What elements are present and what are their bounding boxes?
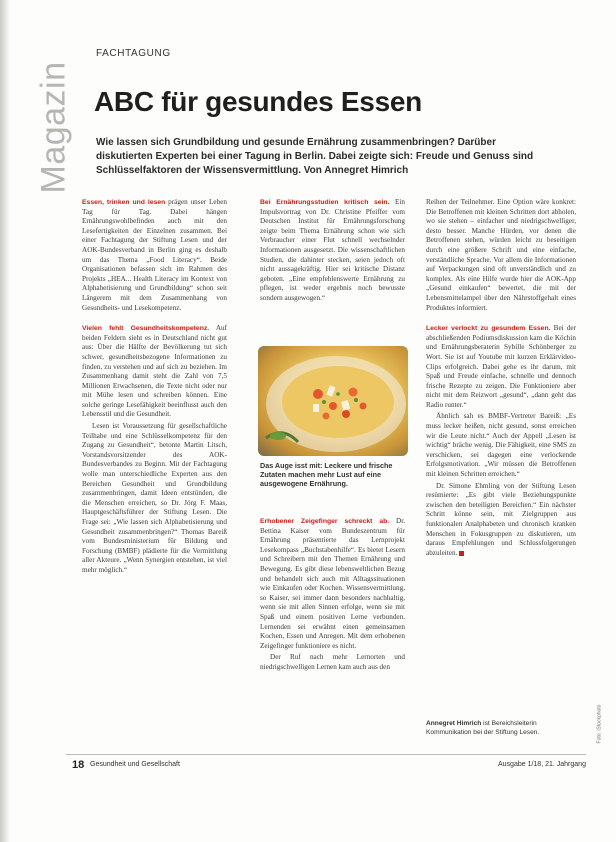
footer-section-name: Gesundheit und Gesellschaft <box>90 761 180 768</box>
footer-issue: Ausgabe 1/18, 21. Jahrgang <box>498 761 586 768</box>
soup-photo <box>258 346 408 456</box>
paragraph: Ähnlich sah es BMBF-Vertreter Bareiß: „Es muss lecker heißen, nicht gesund, sonst erreichen wir die Leute nicht.“ Auch der Appell „Lesen ist wichtig“ bräche wenig. Die Fähigkeit, eine SMS zu verschicken, sei dagegen eine verlockende Erfolgsmotivation. „Wir müssen die Betroffenen mit kleinen Schritten erreichen.“ <box>426 412 576 479</box>
paragraph <box>82 198 227 313</box>
article-column-1 <box>82 198 227 748</box>
kicker: FACHTAGUNG <box>96 48 171 59</box>
paragraph-text: Dr. Simone Ehmling von der Stiftung Lesen resümierte: „Es gibt viele Beziehungspunkte zwischen den beteiligten Bereichen.“ Ein nächster Schritt könne sein, mit Zielgruppen aus funktionalen Analphabeten und chronisch kranken Menschen in Fokusgruppen zu diskutieren, um daraus Empfehlungen und Schlussfolgerungen abzuleiten. <box>426 481 576 557</box>
page-title: ABC für gesundes Essen <box>94 86 422 117</box>
paragraph: Reihen der Teilnehmer. Eine Option wäre konkret: Die Betroffenen mit kleinen Schritten dort abholen, wo sie stehen – einfacher und niedrigschwelliger, desto besser. Manche Hürden, vor denen die Betroffenen stehen, würden leicht zu beseitigen durch eine größere Schrift und eine einfache, verständliche Sprache. Vor allem die Informationen auf Verpackungen sind oft unverständlich und zu komplex. Als eine Hilfe wurde hier die AOK-App „Gesund einkaufen“ bewertet, die mit der Lebensmittelampel über den Nährstoffgehalt eines Produktes informiert. <box>426 198 576 312</box>
paragraph-text: Dr. Bettina Kaiser vom Bundeszentrum für Ernährung präsentierte das Lernprojekt Lesekompass „Buchstabenhilfe“. Es bietet Lesern und Schreibern mit den Themen Ernährung und Bewegung. Es gibt diese lebensweltlichen Bezug und behandelt sich auch mit Alltagssituationen wie Einkaufen oder Kochen. Wissensvermittlung, so Kaiser, sei immer dann besonders nachhaltig, wenn sie mit allen Sinnen erfolge, wenn sie mit Spaß und einem positiven Lerne verbunden. Lernenden sei erwähnt einen gemeinsamen Kochen, Essen und Anregen. Mit dem erhobenen Zeigefinger funktioniere es nicht. <box>260 517 406 650</box>
magazin-side-label <box>34 52 74 202</box>
paragraph <box>426 482 576 559</box>
article-column-3 <box>426 198 576 560</box>
photo-credit <box>592 700 606 748</box>
author-role: ist Bereichsleiterin Kommunikation bei der Stiftung Lesen. <box>426 720 540 736</box>
subheading: Vielen fehlt Gesundheitskompetenz. <box>82 325 210 333</box>
subheading: Erhobener Zeigefinger schreckt ab. <box>260 518 390 525</box>
paragraph-text: Ein Impulsvortrag von Dr. Christine Pfeiffer vom Deutschen Institut für Ernährungsforschung zeigte beim Thema Ernährung schon wie sich Verbraucher einer Flut schnell wechselnder Informationen ausgesetzt. Die wissenschaftlichen Studien, die dahinter stecken, seien jedoch oft nicht aussagekräftig. Hier sei kritische Distanz geboten. „Eine empfehlenswerte Ernährung zu pflegen, ist weder ergebnis noch bewusste sondern ausgewogen.“ <box>260 198 405 302</box>
article-column-2-bottom <box>260 517 405 675</box>
paragraph <box>82 324 227 420</box>
footer-divider <box>66 754 586 755</box>
photo-credit-text: Foto: iStockphoto <box>596 704 603 744</box>
paragraph <box>260 198 405 304</box>
article-column-2-top <box>260 198 405 306</box>
subheading: Bei Ernährungsstudien kritisch sein. <box>260 199 390 206</box>
subheading: Essen, trinken und lesen <box>82 199 166 206</box>
paragraph: Der Ruf nach mehr Lernorten und niedrigschwelligen Lernen kam auch aus den <box>260 653 405 671</box>
author-bio <box>426 719 576 737</box>
end-mark-icon <box>459 551 464 556</box>
paragraph <box>426 324 576 410</box>
page-edge-shadow <box>0 0 10 842</box>
paragraph: Lesen ist Voraussetzung für gesellschaftliche Teilhabe und eine Schlüsselkompetenz für den Zugang zu Gesundheit“, betonte Martin Litsch, Vorstandsvorsitzender des AOK-Bundesverbandes zu Beginn. Mit der Fachtagung wolle man unterschiedliche Experten aus den Bereichen Gesundheit und Grundbildung zusammenbringen, damit Ideen entstünden, die die Menschen erreichen, so Dr. Jörg F. Maas, Hauptgeschäftsführer der Stiftung Lesen. Die Frage sei: „Wie lassen sich Alphabetisierung und Gesundheit zusammenbringen?“ Thomas Bareiß vom Bundesministerium für Bildung und Forschung (BMBF) plädierte für die Vermittlung aller Akteure. „Wenn Synergien entstehen, ist viel mehr möglich.“ <box>82 422 227 574</box>
lead-paragraph: Wie lassen sich Grundbildung und gesunde Ernährung zusammenbringen? Darüber diskutierten Experten bei einer Tagung in Berlin. Dabei zeigte sich: Freude und Genuss sind Schlüsselfaktoren der Wissensvermittlung. Von Annegret Himrich <box>96 137 534 176</box>
subheading: Lecker verlockt zu gesundem Essen. <box>426 325 551 333</box>
paragraph <box>260 517 405 651</box>
author-name: Annegret Himrich <box>426 720 482 727</box>
photo-caption: Das Auge isst mit: Leckere und frische Zutaten machen mehr Lust auf eine ausgewogene Ernährung. <box>260 461 393 488</box>
paragraph-text: Auf beiden Feldern sieht es in Deutschland nicht gut aus: Über die Hälfte der Bevölkerung tut sich schwer, gesundheitsbezogene Informationen zu finden, zu verstehen und auf sich zu beziehen. Im Zusammenhang damit steht die Zahl von 7,5 Millionen Erwachsenen, die Texte nicht oder nur mit Mühe lesen und schreiben können. Eine solche geringe Lesefähigkeit beeinflusst auch den Lebensstil und die Gesundheit. <box>82 324 227 419</box>
paragraph-text: prägen unser Leben Tag für Tag. Dabei hängen Ernährungswohlbefinden auch mit den Lesefertigkeiten der Einzelnen zusammen. Bei einer Fachtagung der Stiftung Lesen und der AOK-Bundesverband in Berlin ging es deshalb um das Thema „Food Literacy“. Beide Organisationen befassen sich im Rahmen des Projekts „HEA... Health Literacy im Kontext von Alphabetisierung und Grundbildung“ schon seit Längerem mit dem Zusammenhang von Gesundheits- und Lesekompetenz. <box>82 198 227 312</box>
soup-bowl-illustration <box>258 346 408 456</box>
magazin-side-label-text: Magazin <box>34 60 73 194</box>
paragraph-text: Bei der abschließenden Podiumsdiskussion kam die Köchin und Ernährungsberaterin Sybille Schönberger zu Wort. Sie ist auf Youtube mit kurzen Erklärvideo-Clips erfolgreich. Dabei gehe es ihr darum, mit Spaß und Freude einfache, schnelle und dennoch frische Rezepte zu zeigen. Die Funktioniere aber nicht mit dem Reizwort „gesund“, „dann geht das Radio runter.“ <box>426 324 576 409</box>
page-number: 18 <box>72 759 85 771</box>
